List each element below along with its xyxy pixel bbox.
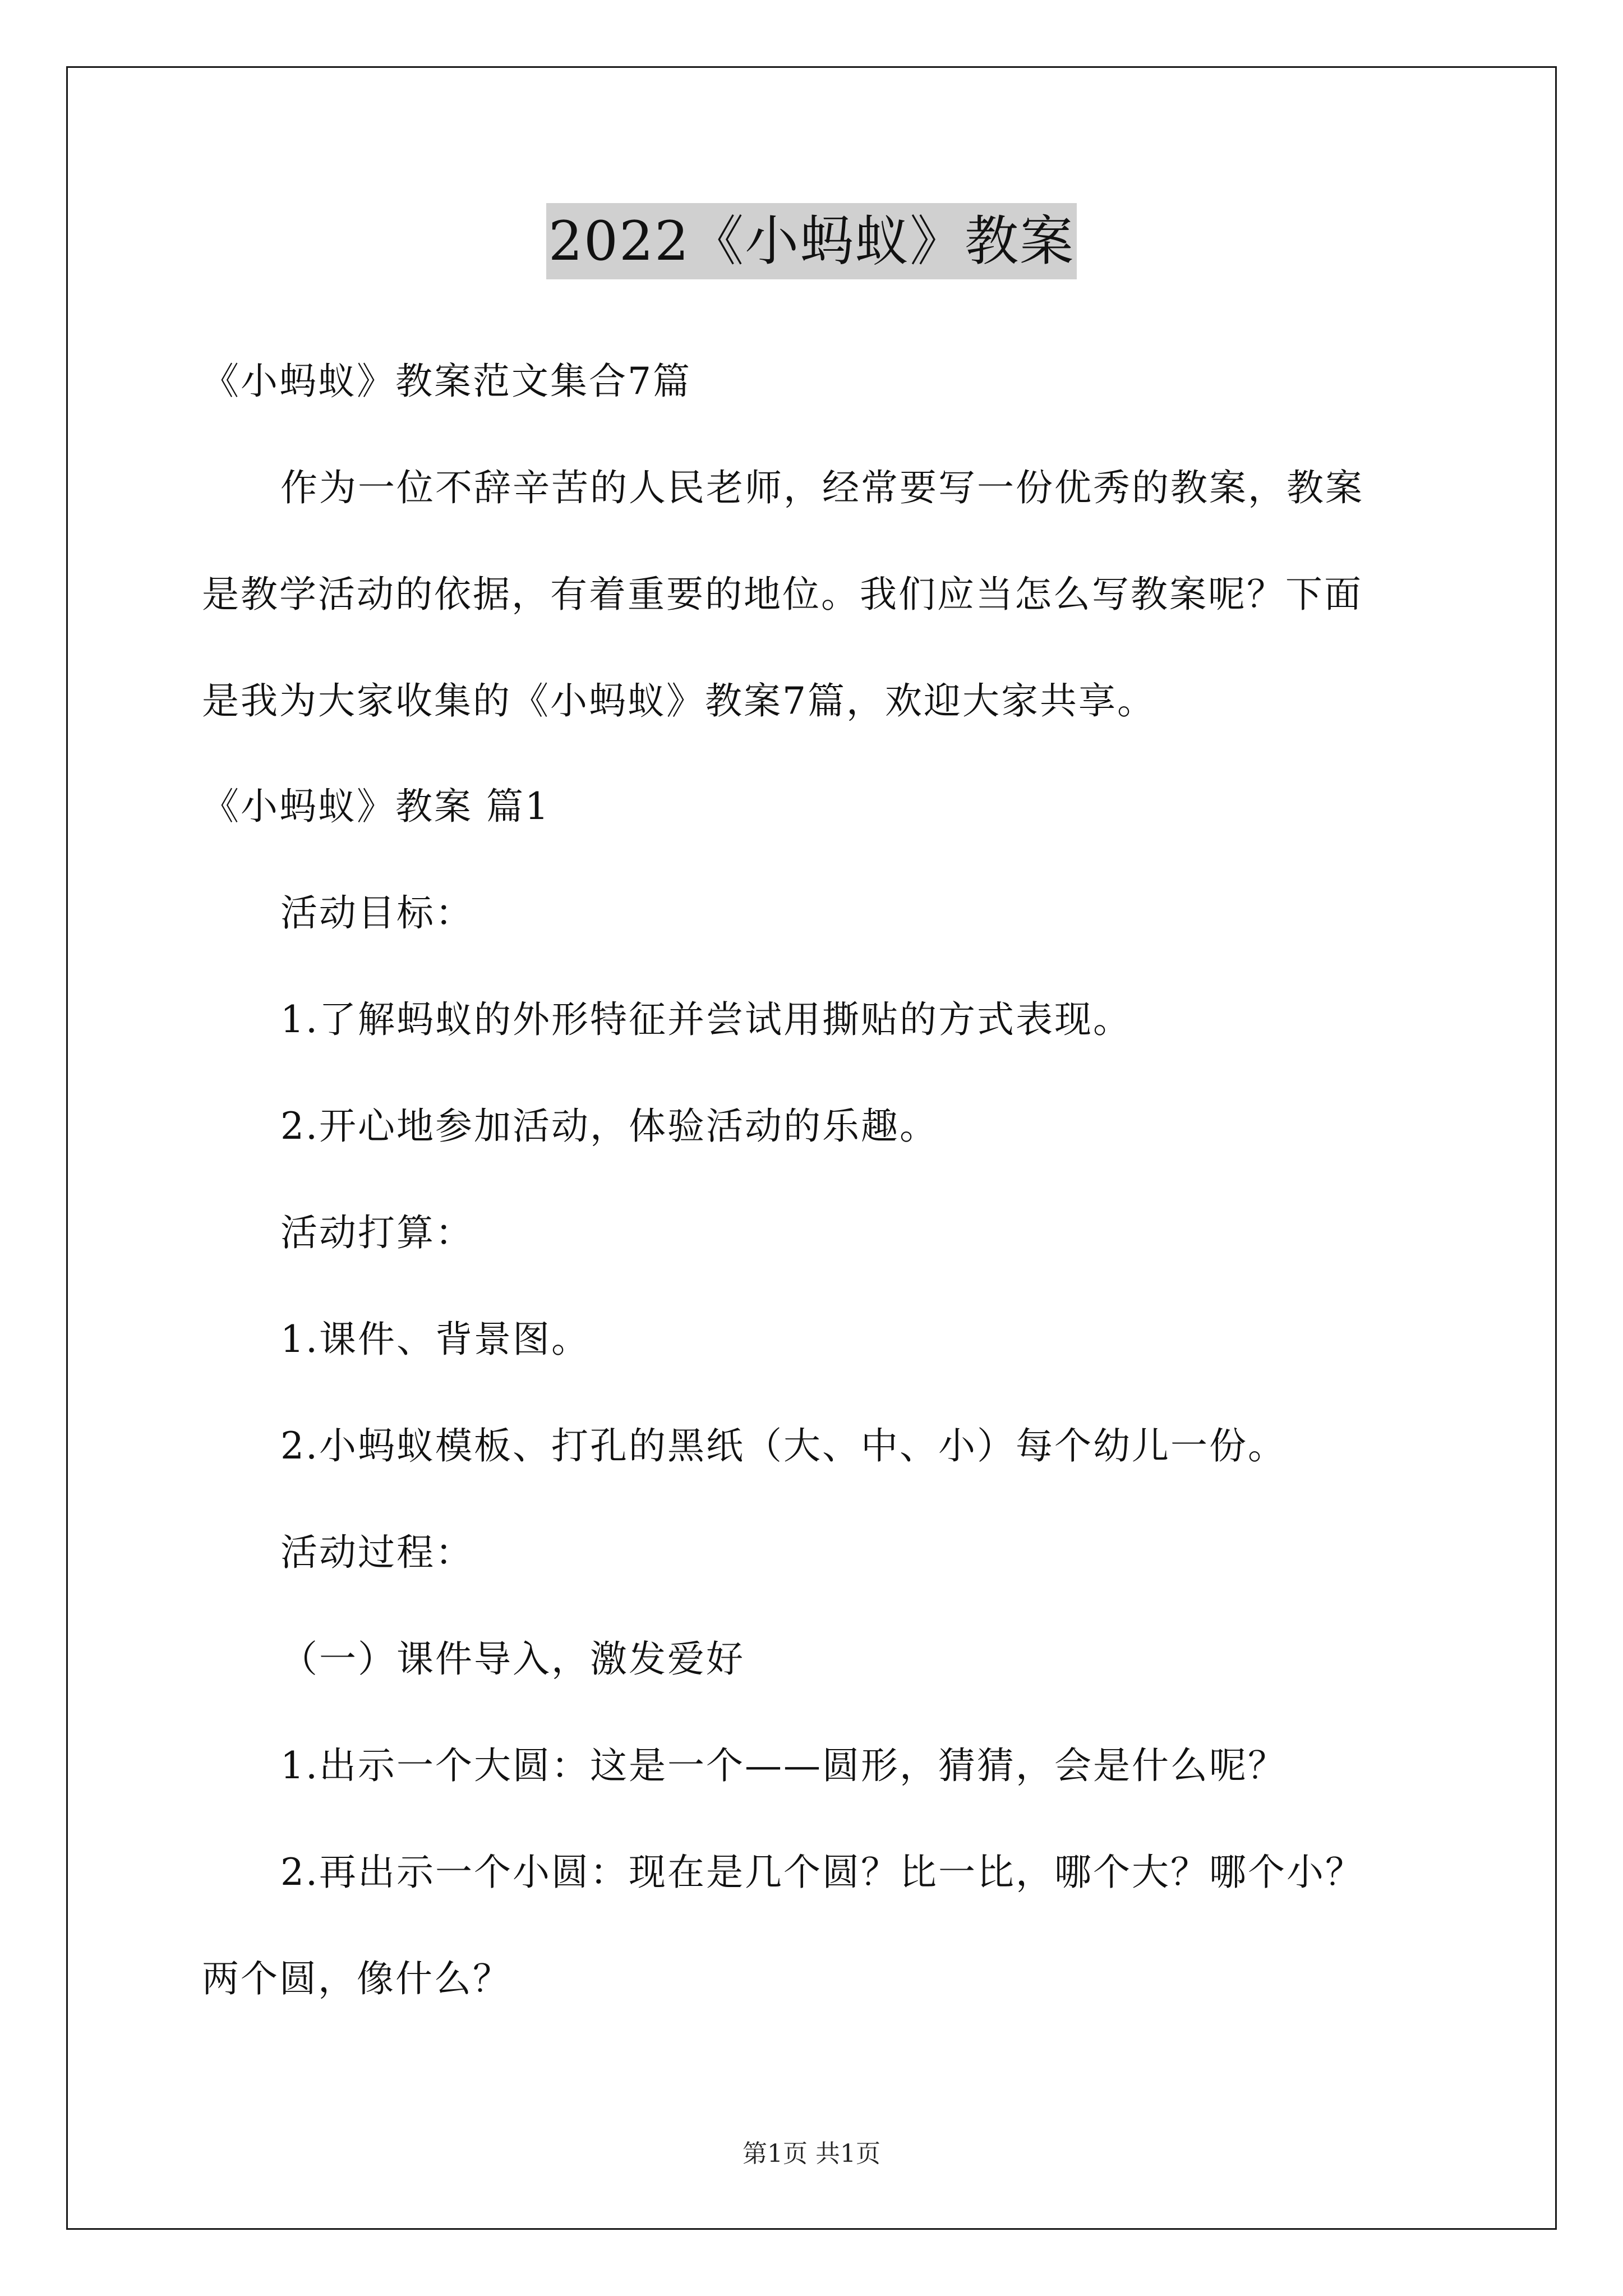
document-title: 2022《小蚂蚁》教案 <box>546 203 1077 279</box>
body-line-goal-2: 2.开心地参加活动，体验活动的乐趣。 <box>280 1105 938 1148</box>
section-heading: 《小蚂蚁》教案 篇1 <box>202 785 550 828</box>
document-subtitle: 《小蚂蚁》教案范文集合7篇 <box>202 360 691 403</box>
body-line-prep-2: 2.小蚂蚁模板、打孔的黑纸（大、中、小）每个幼儿一份。 <box>280 1424 1287 1467</box>
body-line-activity-prep: 活动打算： <box>280 1211 474 1254</box>
body-line-goal-1: 1.了解蚂蚁的外形特征并尝试用撕贴的方式表现。 <box>280 998 1132 1041</box>
intro-paragraph-line-3: 是我为大家收集的《小蚂蚁》教案7篇，欢迎大家共享。 <box>202 679 1156 723</box>
title-container <box>0 203 1623 279</box>
intro-paragraph-line-2: 是教学活动的依据，有着重要的地位。我们应当怎么写教案呢？下面 <box>202 573 1363 616</box>
body-line-process-step-2: 2.再出示一个小圆：现在是几个圆？比一比，哪个大？哪个小？ <box>280 1851 1364 1894</box>
body-line-activity-goals: 活动目标： <box>280 891 474 935</box>
body-line-process-step-2-cont: 两个圆，像什么？ <box>202 1957 511 2000</box>
body-line-process-part-1: （一）课件导入，激发爱好 <box>280 1637 745 1681</box>
page-footer: 第1页 共1页 <box>743 2139 880 2168</box>
body-line-prep-1: 1.课件、背景图。 <box>280 1318 590 1361</box>
body-line-activity-process: 活动过程： <box>280 1531 474 1574</box>
intro-paragraph-line-1: 作为一位不辞辛苦的人民老师，经常要写一份优秀的教案，教案 <box>280 466 1364 509</box>
body-line-process-step-1: 1.出示一个大圆：这是一个——圆形，猜猜，会是什么呢？ <box>280 1744 1287 1787</box>
